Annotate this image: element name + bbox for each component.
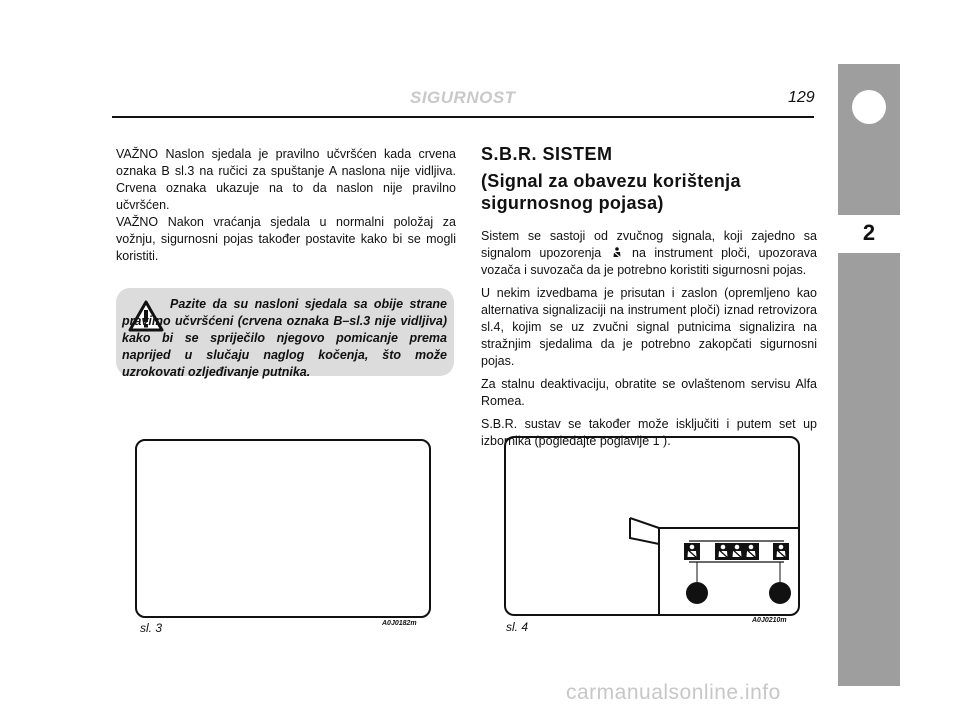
sbr-paragraph-3: Za stalnu deaktivaciju, obratite se ovlaštenom servisu Alfa Romea.: [481, 377, 817, 408]
seatbelt-icon: [684, 543, 700, 560]
watermark: carmanualsonline.info: [566, 681, 781, 704]
figure-3-label: sl. 3: [140, 621, 163, 635]
page-number: 129: [788, 89, 815, 106]
section-title: S.B.R. SISTEM: [481, 144, 613, 164]
figure-4-label: sl. 4: [506, 620, 529, 634]
page-header-title: SIGURNOST: [410, 88, 516, 107]
figure-3-code: A0J0182m: [382, 620, 417, 627]
seatbelt-icon: [773, 543, 789, 560]
chapter-side-tab: [838, 64, 900, 686]
sbr-p1-end: na instrument ploči, upozorava vozača i suvozača da je potrebno koristiti sigurnosni pojas.: [481, 246, 817, 277]
figure-4-illustration: [504, 436, 800, 616]
tab-circle-marker: [852, 90, 886, 124]
important-note-2: VAŽNO Nakon vraćanja sjedala u normalni položaj za vožnju, sigurnosni pojas također postavite kako bi se mogli koristiti.: [116, 215, 456, 263]
seatbelt-person-icon: [612, 247, 622, 259]
header-divider: [112, 116, 814, 118]
section-subtitle: (Signal za obavezu korištenja sigurnosnog pojasa): [481, 171, 741, 213]
sbr-paragraph-1: [481, 228, 817, 279]
seatbelt-icon: [743, 543, 759, 560]
sbr-paragraph-2: U nekim izvedbama je prisutan i zaslon (opremljeno kao alternativa signalizaciji na instrument ploči) iznad retrovizora sl.4, kojim se uz zvučni signal putnicima signalizira na stražnjim sjedalima da je potrebno zakopčati sigurnosni pojas.: [481, 286, 817, 368]
figure-4-code: A0J0210m: [752, 617, 787, 624]
sbr-description: [481, 228, 817, 456]
important-note-1: VAŽNO Naslon sjedala je pravilno učvršćen kada crvena oznaka B sl.3 na ručici za spuštanje A naslona nije vidljiva. Crvena oznaka ukazuje na to da naslon nije pravilno učvršćen.: [116, 147, 456, 212]
warning-text: Pazite da su nasloni sjedala sa obije strane pravilno učvršćeni (crvena oznaka B–sl.3 nije vidljiva) kako bi se spriječilo njegovo pomicanje prema naprijed u slučaju naglog kočenja, što može uzrokovati ozljeđivanje putnika.: [122, 297, 447, 379]
sbr-paragraph-4: S.B.R. sustav se također može isključiti i putem set up izbornika (pogledajte poglavlje 1 ).: [481, 417, 817, 448]
warning-box: [116, 288, 454, 379]
chapter-number: 2: [862, 220, 876, 245]
sbr-p1-start: Sistem se sastoji od zvučnog signala, koji zajedno sa signalom upozorenja: [481, 229, 817, 260]
figure-3-frame: [135, 439, 431, 618]
